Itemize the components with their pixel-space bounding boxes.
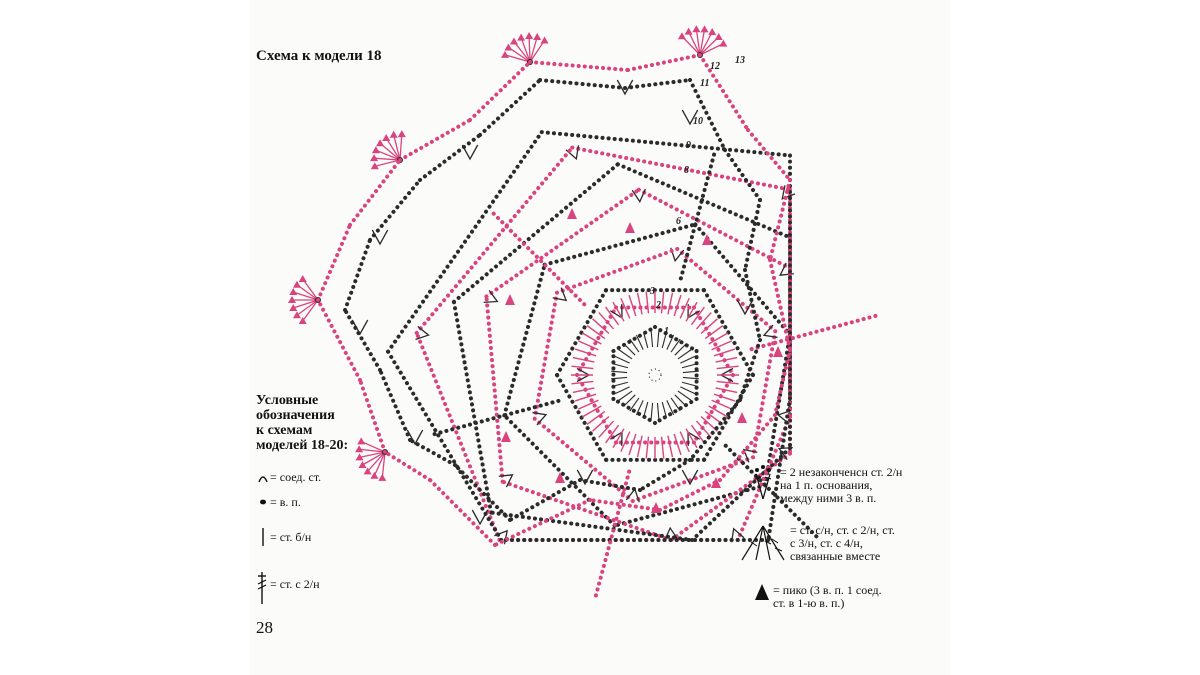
outer-chain [628, 55, 700, 70]
outer-chain [318, 300, 360, 380]
fan-picot [510, 38, 518, 45]
fan-stitch [530, 37, 537, 62]
fan-picot [715, 33, 723, 40]
fan-stitch [375, 160, 400, 166]
chain-segment [454, 164, 618, 302]
fan-picot [378, 474, 386, 481]
fan-picot [372, 146, 380, 153]
outer-chain [400, 120, 470, 160]
spike-stitch [716, 358, 738, 363]
outer-chain-dark [345, 310, 380, 370]
fan-stitch [400, 134, 402, 160]
inner-stitch [619, 350, 632, 359]
chain-segment [572, 148, 790, 190]
outer-chain-dark [380, 370, 410, 440]
inner-stitch [619, 391, 632, 400]
unfinished-double-crochet-cluster-icon [748, 462, 778, 502]
row-number: 3 [650, 286, 655, 297]
row-number: 2 [656, 300, 661, 311]
inner-stitch [678, 350, 691, 359]
fan-picot [289, 288, 297, 295]
fan-picot [533, 33, 541, 40]
picot-mark [702, 234, 712, 245]
legend-item-slip-stitch: = соед. ст. [270, 470, 322, 484]
radial-chain [433, 401, 559, 435]
outer-chain-dark [480, 80, 540, 135]
chain-segment [388, 352, 501, 540]
chain-segment [557, 375, 606, 460]
double-crochet-icon [254, 570, 270, 606]
inner-stitch [651, 331, 652, 347]
spike-stitch [573, 388, 595, 393]
chain-segment [545, 224, 696, 264]
chain-segment [655, 327, 697, 351]
chain-stitch-icon [256, 495, 270, 509]
outer-chain-dark [625, 80, 690, 88]
row-number: 1 [664, 326, 669, 337]
row-number: 10 [693, 116, 703, 127]
picot-mark [625, 222, 635, 233]
inner-stitch [612, 382, 627, 386]
chain-segment [491, 513, 692, 540]
outer-chain [770, 180, 790, 260]
spike-stitch [717, 381, 739, 383]
slip-stitch-icon [256, 470, 270, 484]
chain-segment [417, 148, 573, 333]
outer-chain-dark [540, 80, 625, 88]
single-crochet-icon [256, 526, 270, 548]
chain-segment [557, 290, 606, 375]
picot-mark [567, 208, 577, 219]
inner-stitch [624, 395, 635, 406]
spike-stitch [668, 293, 673, 315]
page-number: 28 [256, 618, 273, 637]
legend-item-picot: = пико (3 в. п. 1 соед. ст. в 1-ю в. п.) [773, 583, 882, 610]
chain-segment [486, 296, 502, 481]
inner-stitch [682, 364, 697, 368]
fan-stitch [529, 36, 530, 62]
fan-picot [370, 154, 378, 161]
legend-item-chain-stitch: = в. п. [270, 495, 301, 509]
row-number: 12 [710, 61, 720, 72]
inner-stitch [671, 398, 680, 411]
inner-stitch [662, 402, 666, 417]
picot-mark [501, 431, 511, 442]
picot-mark [737, 412, 747, 423]
chain-segment [486, 190, 638, 297]
chain-segment [655, 399, 697, 423]
outer-chain-dark [745, 200, 760, 270]
spike-stitch [573, 358, 595, 363]
inner-stitch [657, 403, 658, 419]
outer-chain-dark [745, 270, 760, 340]
fan-picot [685, 28, 693, 35]
picot-mark [773, 346, 783, 357]
fan-picot [398, 130, 406, 137]
fan-stitch [505, 55, 530, 62]
outer-chain [318, 225, 350, 300]
spike-stitch [638, 436, 643, 458]
fan-picot [719, 40, 727, 47]
spike-stitch [716, 388, 738, 393]
spike-stitch [646, 291, 648, 313]
inner-stitch [675, 395, 686, 406]
spike-stitch [668, 436, 673, 458]
chain-segment [613, 399, 655, 423]
fan-stitch [530, 40, 545, 62]
inner-stitch [675, 344, 686, 355]
inner-stitch [678, 391, 691, 400]
inner-stitch [657, 331, 658, 347]
fan-picot [678, 32, 686, 39]
outer-chain [470, 62, 530, 120]
outer-chain-dark [725, 150, 760, 200]
chain-segment [535, 293, 557, 419]
legend-item-double-crochet: = ст. с 2/н [270, 577, 320, 591]
row-number: 8 [684, 165, 689, 176]
outer-chain-dark [370, 180, 420, 240]
radial-chain [595, 472, 629, 598]
chain-segment [613, 327, 655, 351]
fan-picot [708, 28, 716, 35]
chain-segment [388, 132, 542, 352]
row-number: 9 [686, 140, 691, 151]
radial-chain [752, 315, 878, 349]
inner-stitch [683, 377, 699, 378]
picot-mark [505, 294, 515, 305]
outer-chain-dark [640, 460, 690, 490]
fan-picot [692, 25, 700, 32]
inner-stitch [683, 371, 699, 372]
row-number: 13 [735, 55, 745, 66]
chain-segment [704, 290, 753, 375]
inner-stitch [615, 387, 630, 394]
inner-stitch [615, 356, 630, 363]
inner-stitch [680, 356, 695, 363]
center-ring [649, 369, 661, 381]
spike-stitch [674, 295, 681, 316]
inner-stitch [624, 344, 635, 355]
inner-stitch [680, 387, 695, 394]
diagram-title: Схема к модели 18 [256, 48, 382, 64]
fan-picot [390, 131, 398, 138]
outer-chain [385, 452, 430, 480]
inner-stitch [644, 402, 648, 417]
chain-segment [618, 164, 790, 237]
inner-stitch [611, 377, 627, 378]
fan-picot [525, 32, 533, 39]
fan-picot [501, 51, 509, 58]
fan-stitch [297, 300, 318, 315]
fan-picot [382, 134, 390, 141]
stitches-joined-together-icon [738, 522, 788, 564]
spike-stitch [571, 366, 593, 368]
inner-stitch [630, 339, 639, 352]
legend-item-unfinished-cluster: = 2 незаконченсн ст. 2/н на 1 п. основания, между ними 3 в. п. [780, 465, 903, 505]
outer-chain-dark [345, 240, 370, 310]
legend-item-single-crochet: = ст. б/н [270, 530, 312, 544]
fan-picot [370, 472, 378, 479]
chain-segment [504, 415, 614, 525]
legend-item-joined-stitches: = ст. с/н, ст. с 2/н, ст. с 3/н, ст. с 4/н, связанные вместе [790, 523, 895, 563]
picot-icon [752, 582, 772, 602]
fan-stitch [514, 42, 530, 62]
fan-picot [293, 311, 301, 318]
chain-segment [417, 333, 500, 540]
fan-picot [517, 34, 525, 41]
spike-stitch [629, 434, 636, 455]
outer-chain [530, 62, 628, 70]
row-number: 11 [700, 78, 710, 89]
outer-chain-dark [510, 480, 580, 520]
outer-chain [590, 500, 660, 510]
spike-stitch [646, 437, 648, 459]
fan-picot [701, 25, 709, 32]
fan-picot [358, 461, 366, 468]
spike-stitch [638, 293, 643, 315]
outer-chain-dark [455, 465, 510, 520]
inner-stitch [651, 403, 652, 419]
inner-stitch [611, 371, 627, 372]
legend-title: Условные обозначения к схемам моделей 18-20: [256, 393, 349, 453]
spike-stitch [661, 437, 663, 459]
outer-chain [350, 160, 400, 225]
spike-stitch [661, 291, 663, 313]
fan-picot [299, 275, 307, 282]
fan-picot [541, 36, 549, 43]
inner-stitch [644, 332, 648, 347]
row-number: 6 [676, 216, 681, 227]
